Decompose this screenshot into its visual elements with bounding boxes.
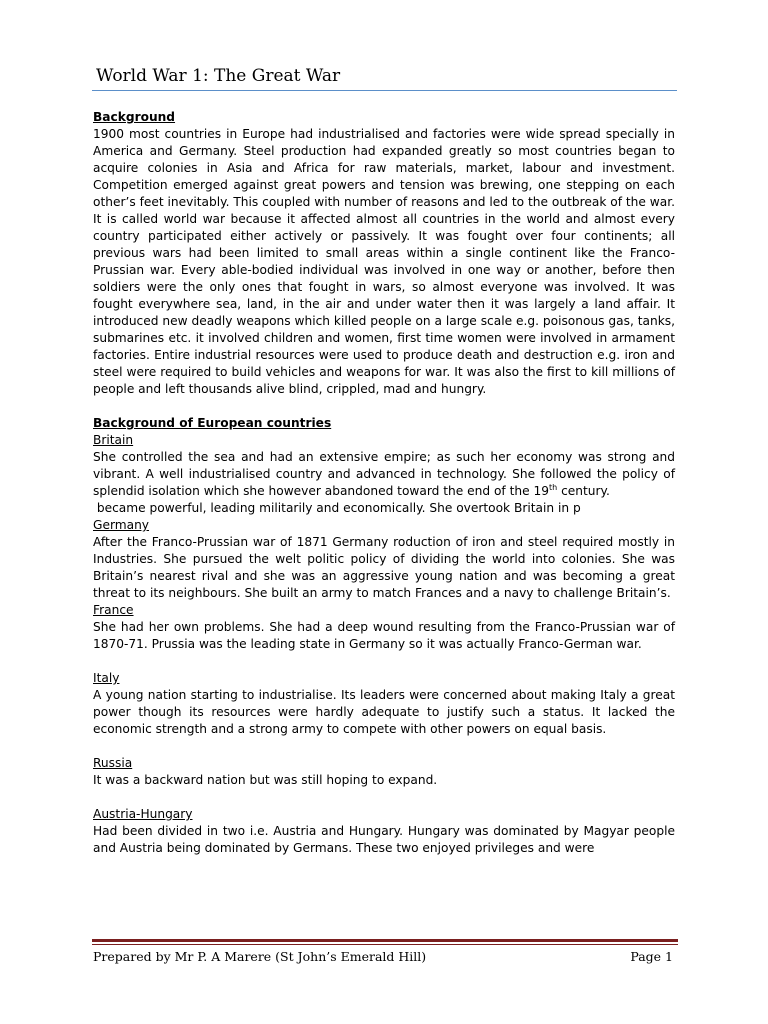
subheading-austria-hungary: Austria-Hungary bbox=[93, 807, 193, 821]
footer-divider-thin bbox=[92, 944, 678, 945]
subheading-italy: Italy bbox=[93, 671, 120, 685]
subheading-germany: Germany bbox=[93, 518, 150, 532]
austria-hungary-paragraph: Had been divided in two i.e. Austria and Hungary. Hungary was dominated by Magyar people and Austria being dominated by Germans. These two enjoyed privileges and were bbox=[93, 824, 675, 855]
britain-superscript: th bbox=[548, 482, 558, 492]
britain-text-end: century. bbox=[557, 484, 610, 498]
britain-paragraph-2: became powerful, leading militarily and economically. She overtook Britain in p bbox=[93, 501, 581, 515]
header-divider bbox=[92, 90, 677, 91]
britain-text: She controlled the sea and had an extensive empire; as such her economy was strong and vibrant. A well industrialised country and advanced in technology. She followed the policy of splendid isolation which she however abandoned toward the end of the 19 bbox=[93, 450, 675, 498]
spacer bbox=[93, 789, 675, 806]
section-heading-background: Background bbox=[93, 110, 176, 124]
footer-divider-thick bbox=[92, 939, 678, 942]
britain-paragraph bbox=[93, 449, 675, 500]
document-body bbox=[93, 109, 675, 857]
spacer bbox=[93, 398, 675, 415]
france-paragraph: She had her own problems. She had a deep wound resulting from the Franco-Prussian war of 1870-71. Prussia was the leading state in Germany so it was actually Franco-German war. bbox=[93, 620, 675, 651]
spacer bbox=[93, 653, 675, 670]
russia-paragraph: It was a backward nation but was still hoping to expand. bbox=[93, 773, 438, 787]
page-header-title: World War 1: The Great War bbox=[96, 66, 341, 86]
germany-paragraph: After the Franco-Prussian war of 1871 Germany roduction of iron and steel required mostly in Industries. She pursued the welt politic policy of dividing the world into colonies. She was Britain’s nearest rival and she was an aggressive young nation and was becoming a great threat to its neighbours. She built an army to match Frances and a navy to challenge Britain’s. bbox=[93, 535, 675, 600]
section-heading-european: Background of European countries bbox=[93, 416, 332, 430]
spacer bbox=[93, 738, 675, 755]
subheading-britain: Britain bbox=[93, 433, 134, 447]
footer-author: Prepared by Mr P. A Marere (St John’s Emerald Hill) bbox=[93, 949, 427, 964]
footer-page-number: Page 1 bbox=[630, 949, 673, 964]
subheading-france: France bbox=[93, 603, 134, 617]
italy-paragraph: A young nation starting to industrialise. Its leaders were concerned about making Italy a great power though its resources were hardly adequate to justify such a status. It lacked the economic strength and a strong army to compete with other powers on equal basis. bbox=[93, 688, 675, 736]
subheading-russia: Russia bbox=[93, 756, 133, 770]
background-paragraph: 1900 most countries in Europe had industrialised and factories were wide spread specially in America and Germany. Steel production had expanded greatly so most countries began to acquire colonies in Asia and Africa for raw materials, market, labour and investment. Competition emerged against great powers and tension was brewing, one stepping on each other’s feet inevitably. This coupled with number of reasons and led to the outbreak of the war. It is called world war because it affected almost all countries in the world and almost every country participated either actively or passively. It was fought over four continents; all previous wars had been limited to small areas within a single continent like the Franco- Prussian war. Every able-bodied individual was involved in one way or another, before then soldiers were the only ones that fought in wars, so almost everyone was involved. It was fought everywhere sea, land, in the air and under water then it was largely a land affair. It introduced new deadly weapons which killed people on a large scale e.g. poisonous gas, tanks, submarines etc. it involved children and women, first time women were involved in armament factories. Entire industrial resources were used to produce death and destruction e.g. iron and steel were required to build vehicles and weapons for war. It was also the first to kill millions of people and left thousands alive blind, crippled, mad and hungry. bbox=[93, 127, 675, 396]
